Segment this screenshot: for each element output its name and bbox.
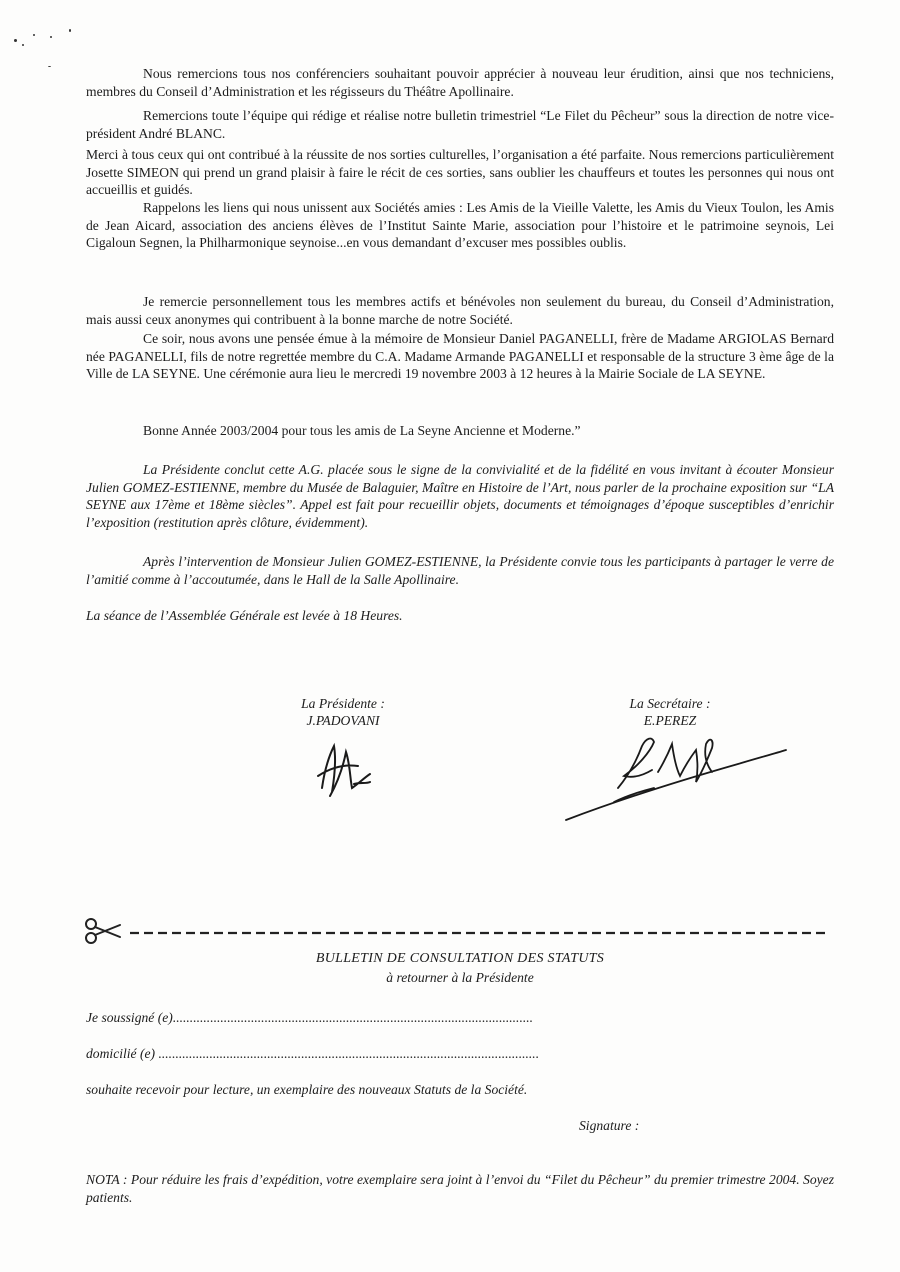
scan-speck: [48, 66, 51, 67]
president-handwritten-signature: [300, 738, 390, 800]
form-signature-label: Signature :: [579, 1118, 640, 1133]
paragraph-thanks-members: Je remercie personnellement tous les membres actifs et bénévoles non seulement du bureau, du Conseil d’Administration, mais aussi ceux anonymes qui contribuent à la bonne marche de notre Société.: [86, 294, 834, 327]
cut-line: [86, 919, 831, 943]
form-title: BULLETIN DE CONSULTATION DES STATUTS: [315, 951, 605, 966]
president-name: J.PADOVANI: [306, 713, 380, 728]
form-address-field: domicilié (e) ................................................................................................................: [86, 1046, 540, 1061]
scan-speck: [14, 39, 17, 42]
paragraph-new-year: Bonne Année 2003/2004 pour tous les amis de La Seyne Ancienne et Moderne.”: [143, 423, 581, 438]
form-undersigned-field: Je soussigné (e)..........................................................................................................: [86, 1010, 534, 1025]
secretary-title: La Secrétaire :: [629, 696, 711, 711]
secretary-name: E.PEREZ: [643, 713, 697, 728]
paragraph-thanks-speakers: Nous remercions tous nos conférenciers souhaitant pouvoir apprécier à nouveau leur érudition, ainsi que nos techniciens, membres du Conseil d’Administration et les régisseurs du Théâtre Apollinaire.: [86, 66, 834, 99]
form-request-text: souhaite recevoir pour lecture, un exemplaire des nouveaux Statuts de la Société.: [86, 1082, 528, 1097]
form-subtitle: à retourner à la Présidente: [386, 970, 534, 985]
scan-speck: [50, 36, 52, 38]
scan-speck: [22, 44, 24, 46]
president-title: La Présidente :: [301, 696, 385, 711]
nota-note: NOTA : Pour réduire les frais d’expédition, votre exemplaire sera joint à l’envoi du “Filet du Pêcheur” du premier trimestre 2004. Soyez patients.: [86, 1172, 834, 1205]
paragraph-session-closed: La séance de l’Assemblée Générale est levée à 18 Heures.: [86, 608, 403, 623]
paragraph-reception: Après l’intervention de Monsieur Julien GOMEZ-ESTIENNE, la Présidente convie tous les participants à partager le verre de l’amitié comme à l’accoutumée, dans le Hall de la Salle Apollinaire.: [86, 554, 834, 587]
scan-speck: [33, 34, 35, 36]
president-signature-block: [283, 695, 403, 729]
scan-speck: [69, 29, 71, 32]
paragraph-thanks-bulletin-team: Remercions toute l’équipe qui rédige et réalise notre bulletin trimestriel “Le Filet du Pêcheur” sous la direction de notre vice-président André BLANC.: [86, 108, 834, 141]
secretary-handwritten-signature: [558, 718, 798, 828]
paragraph-conclusion: La Présidente conclut cette A.G. placée sous le signe de la convivialité et de la fidélité en vous invitant à écouter Monsieur Julien GOMEZ-ESTIENNE, membre du Musée de Balaguier, Maître en Histoire de l’Art, nous parler de la prochaine exposition sur “LA SEYNE aux 17ème et 18ème siècles”. Appel est fait pour recueillir objets, documents et témoignages d’époque susceptibles d’enrichir l’exposition (restitution après clôture, évidemment).: [86, 462, 834, 530]
paragraph-thanks-outings: Merci à tous ceux qui ont contribué à la réussite de nos sorties culturelles, l’organisation a été parfaite. Nous remercions particulièrement Josette SIMEON qui prend un grand plaisir à faire le récit de ces sorties, sans oublier les chauffeurs et toutes les personnes qui nous ont accueillis et guidés.: [86, 147, 834, 197]
scissors-icon: [84, 917, 124, 945]
paragraph-friendly-societies: Rappelons les liens qui nous unissent aux Sociétés amies : Les Amis de la Vieille Valette, les Amis du Vieux Toulon, les Amis de Jean Aicard, association des anciens élèves de l’Institut Sainte Marie, association pour l’histoire et le patrimoine seynois, Lei Cigaloun Segnen, la Philharmonique seynoise...en vous demandant d’excuser mes possibles oublis.: [86, 200, 834, 250]
paragraph-memorial: Ce soir, nous avons une pensée émue à la mémoire de Monsieur Daniel PAGANELLI, frère de Madame ARGIOLAS Bernard née PAGANELLI, fils de notre regrettée membre du C.A. Madame Armande PAGANELLI et responsable de la structure 3 ème âge de la Ville de LA SEYNE. Une cérémonie aura lieu le mercredi 19 novembre 2003 à 12 heures à la Mairie Sociale de LA SEYNE.: [86, 331, 834, 381]
